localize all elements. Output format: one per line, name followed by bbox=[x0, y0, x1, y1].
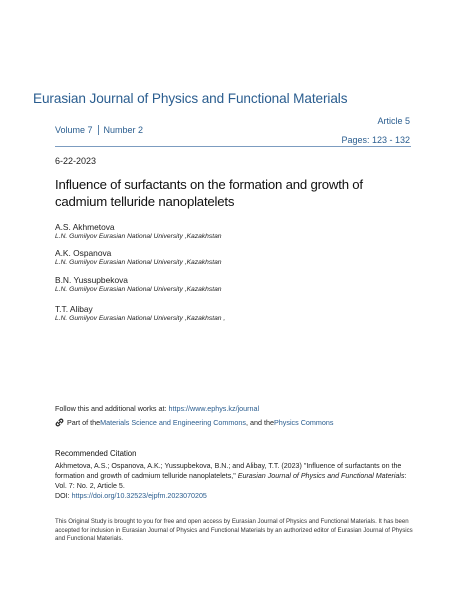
author-name: B.N. Yussupbekova bbox=[55, 275, 128, 285]
volume-number-row bbox=[55, 125, 143, 135]
divider bbox=[98, 125, 99, 135]
doi-label: DOI: bbox=[55, 492, 72, 500]
citation-body: Akhmetova, A.S.; Ospanova, A.K.; Yussupbekova, B.N.; and Alibay, T.T. (2023) "Influence of surfactants on the formation and growth of cadmium telluride nanoplatelets," bbox=[55, 462, 402, 480]
publication-date: 6-22-2023 bbox=[55, 156, 97, 166]
header-rule bbox=[55, 146, 411, 147]
citation-volume: : Vol. 7: No. 2, Article 5. bbox=[55, 472, 407, 490]
citation-journal: Eurasian Journal of Physics and Functional Materials bbox=[237, 472, 405, 480]
author-affiliation: L.N. Gumilyov Eurasian National University ,Kazakhstan bbox=[55, 259, 222, 266]
citation-text bbox=[55, 461, 419, 501]
volume-link[interactable]: Volume 7 bbox=[55, 125, 93, 135]
author-name: A.K. Ospanova bbox=[55, 248, 112, 258]
author-affiliation: L.N. Gumilyov Eurasian National University ,Kazakhstan , bbox=[55, 315, 226, 322]
author-name: T.T. Alibay bbox=[55, 304, 93, 314]
physics-commons-link[interactable]: Physics Commons bbox=[273, 418, 334, 427]
journal-title[interactable]: Eurasian Journal of Physics and Functional Materials bbox=[33, 91, 348, 106]
materials-science-commons-link[interactable]: Materials Science and Engineering Commons bbox=[100, 418, 246, 427]
follow-line bbox=[55, 404, 259, 413]
part-middle: , and the bbox=[246, 418, 274, 427]
recommended-citation-heading: Recommended Citation bbox=[55, 449, 137, 458]
issue-number-link[interactable]: Number 2 bbox=[103, 125, 144, 135]
follow-prefix: Follow this and additional works at: bbox=[55, 404, 169, 413]
page-range: Pages: 123 - 132 bbox=[341, 135, 410, 145]
access-statement: This Original Study is brought to you for free and open access by Eurasian Journal of Physics and Functional Materials. It has been accepted for inclusion in Eurasian Journal of Physics and Functional Materials by an authorized editor of Eurasian Journal of Physics and Functional Materials. bbox=[55, 518, 413, 543]
author-affiliation: L.N. Gumilyov Eurasian National University ,Kazakhstan bbox=[55, 233, 222, 240]
paper-title: Influence of surfactants on the formation and growth of cadmium telluride nanoplatelets bbox=[55, 177, 363, 209]
author-affiliation: L.N. Gumilyov Eurasian National University ,Kazakhstan bbox=[55, 286, 222, 293]
journal-url-link[interactable]: https://www.ephys.kz/journal bbox=[168, 404, 260, 413]
part-prefix: Part of the bbox=[67, 418, 101, 427]
link-icon bbox=[55, 418, 64, 427]
part-of-line bbox=[55, 418, 334, 427]
article-number-link[interactable]: Article 5 bbox=[377, 116, 410, 126]
doi-link[interactable]: https://doi.org/10.32523/ejpfm.2023070205 bbox=[71, 492, 207, 500]
author-name: A.S. Akhmetova bbox=[55, 222, 115, 232]
